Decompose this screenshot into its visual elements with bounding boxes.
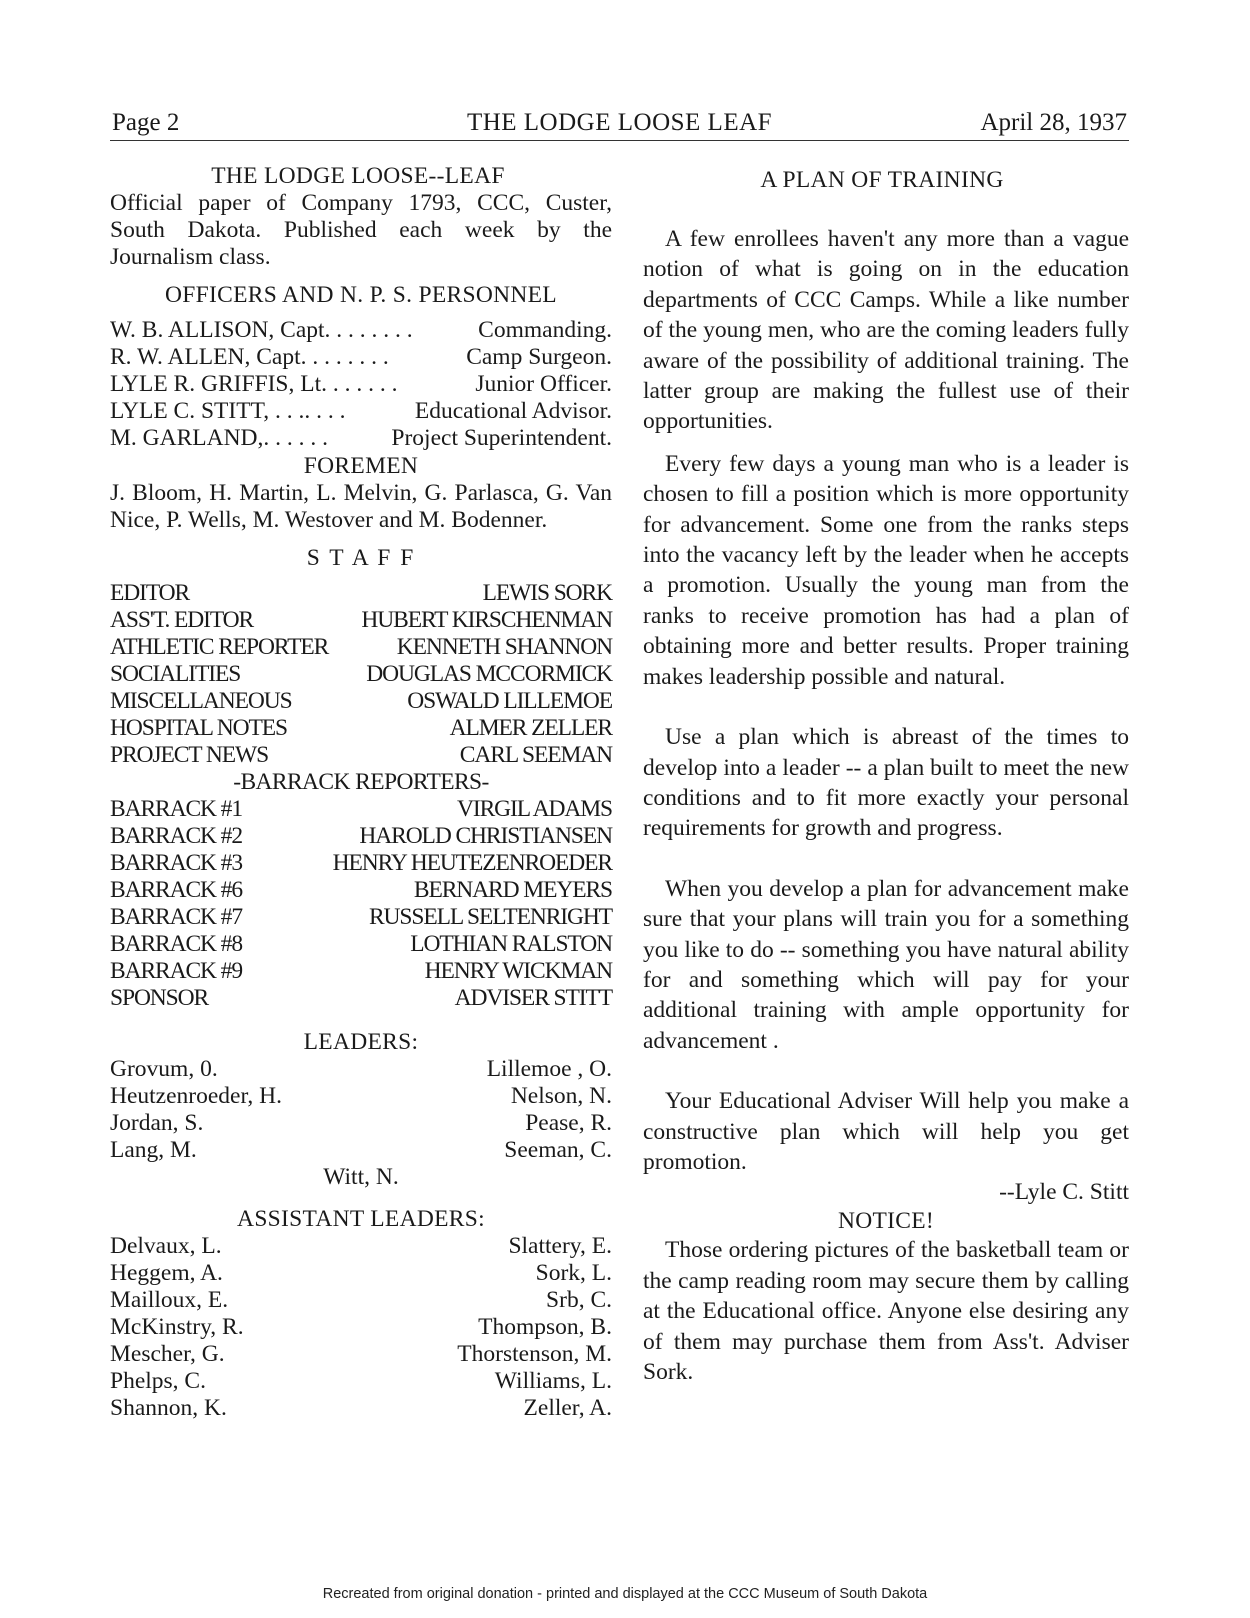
article-title: A PLAN OF TRAINING (760, 167, 1004, 193)
assistant-leader-row: Heggem, A. Sork, L. (110, 1260, 612, 1286)
leaders-list (110, 1056, 612, 1191)
newspaper-title: THE LODGE LOOSE LEAF (466, 109, 773, 136)
right-column (643, 162, 1129, 1387)
officer-row: W. B. ALLISON, Capt. . . . . . . . Commanding. (110, 317, 612, 343)
foremen-list: J. Bloom, H. Martin, L. Melvin, G. Parlasca, G. Van Nice, P. Wells, M. Westover and M. Bodenner. (110, 480, 612, 533)
page-number: Page 2 (112, 109, 180, 136)
staff-heading: S T A F F (306, 545, 416, 571)
assistant-leader-row: Phelps, C. Williams, L. (110, 1368, 612, 1394)
assistant-leaders-list (110, 1233, 612, 1422)
barrack-row: BARRACK #9 HENRY WICKMAN (110, 958, 612, 984)
barrack-row: BARRACK #7 RUSSELL SELTENRIGHT (110, 904, 612, 930)
assistant-leader-row: Mescher, G. Thorstenson, M. (110, 1341, 612, 1367)
left-column (110, 162, 612, 1422)
barrack-reporters-heading: -BARRACK REPORTERS- (233, 769, 489, 795)
leader-row: Grovum, 0. Lillemoe , O. (110, 1056, 612, 1082)
officers-list (110, 317, 612, 452)
article-paragraph: Your Educational Adviser Will help you make a constructive plan which will help you get promotion. (643, 1088, 1129, 1175)
officer-row: LYLE C. STITT, . . .. . . . Educational Advisor. (110, 398, 612, 424)
sponsor-row: SPONSOR ADVISER STITT (110, 985, 612, 1011)
issue-date: April 28, 1937 (980, 109, 1127, 136)
barrack-row: BARRACK #3 HENRY HEUTEZENROEDER (110, 850, 612, 876)
assistant-leaders-heading: ASSISTANT LEADERS: (237, 1206, 485, 1232)
masthead-description: Official paper of Company 1793, CCC, Custer, South Dakota. Published each week by the Journalism class. (110, 190, 612, 270)
officer-row: LYLE R. GRIFFIS, Lt. . . . . . . Junior Officer. (110, 371, 612, 397)
leader-row: Heutzenroeder, H. Nelson, N. (110, 1083, 612, 1109)
barrack-row: BARRACK #6 BERNARD MEYERS (110, 877, 612, 903)
staff-row: HOSPITAL NOTES ALMER ZELLER (110, 715, 612, 741)
staff-row: PROJECT NEWS CARL SEEMAN (110, 742, 612, 768)
article-paragraph: Use a plan which is abreast of the times to develop into a leader -- a plan built to meet the new conditions and to fit more exactly your personal requirements for growth and progress. (643, 724, 1129, 842)
staff-row: ATHLETIC REPORTER KENNETH SHANNON (110, 634, 612, 660)
assistant-leader-row: Shannon, K. Zeller, A. (110, 1395, 612, 1421)
staff-row: MISCELLANEOUS OSWALD LILLEMOE (110, 688, 612, 714)
article-paragraph: When you develop a plan for advancement make sure that your plans will train you for a something you like to do -- something you have natural ability for and something which will pay for your additional training with ample opportunity for advancement . (643, 875, 1129, 1054)
staff-row: EDITOR LEWIS SORK (110, 580, 612, 606)
assistant-leader-row: McKinstry, R. Thompson, B. (110, 1314, 612, 1340)
foremen-heading: FOREMEN (303, 453, 419, 479)
officer-row: R. W. ALLEN, Capt. . . . . . . . Camp Surgeon. (110, 344, 612, 370)
notice-text: Those ordering pictures of the basketball team or the camp reading room may secure them by calling at the Educational office. Anyone else desiring any of them may purchase them from Ass't. Adviser Sork. (643, 1237, 1129, 1385)
barrack-row: BARRACK #1 VIRGIL ADAMS (110, 796, 612, 822)
page-footer: Recreated from original donation - printed and displayed at the CCC Museum of South Dakota (322, 1586, 928, 1602)
leader-row: Jordan, S. Pease, R. (110, 1110, 612, 1136)
article-paragraph: A few enrollees haven't any more than a vague notion of what is going on in the education departments of CCC Camps. While a like number of the young men, who are the coming leaders fully aware of the possibility of additional training. The latter group are making the fullest use of their opportunities. (643, 226, 1129, 435)
staff-list (110, 580, 612, 1012)
leader-row: Lang, M. Seeman, C. (110, 1137, 612, 1163)
article-signature: --Lyle C. Stitt (999, 1179, 1129, 1206)
barrack-row: BARRACK #8 LOTHIAN RALSTON (110, 931, 612, 957)
barrack-row: BARRACK #2 HAROLD CHRISTIANSEN (110, 823, 612, 849)
page-header (110, 108, 1129, 141)
notice-title: NOTICE! (837, 1208, 935, 1235)
article-paragraph: Every few days a young man who is a leader is chosen to fill a position which is more opportunity for advancement. Some one from the ranks steps into the vacancy left by the leader when he accepts a promotion. Usually the young man from the ranks to receive promotion has had a plan of obtaining more and better results. Proper training makes leadership possible and natural. (643, 450, 1129, 690)
staff-row: SOCIALITIES DOUGLAS MCCORMICK (110, 661, 612, 687)
leaders-heading: LEADERS: (303, 1029, 419, 1055)
staff-row: ASS'T. EDITOR HUBERT KIRSCHENMAN (110, 607, 612, 633)
masthead-title: THE LODGE LOOSE--LEAF (211, 163, 505, 189)
leader-row-center: Witt, N. (323, 1164, 399, 1190)
officers-heading: OFFICERS AND N. P. S. PERSONNEL (165, 282, 557, 308)
assistant-leader-row: Delvaux, L. Slattery, E. (110, 1233, 612, 1259)
officer-row: M. GARLAND,. . . . . . Project Superintendent. (110, 425, 612, 451)
assistant-leader-row: Mailloux, E. Srb, C. (110, 1287, 612, 1313)
